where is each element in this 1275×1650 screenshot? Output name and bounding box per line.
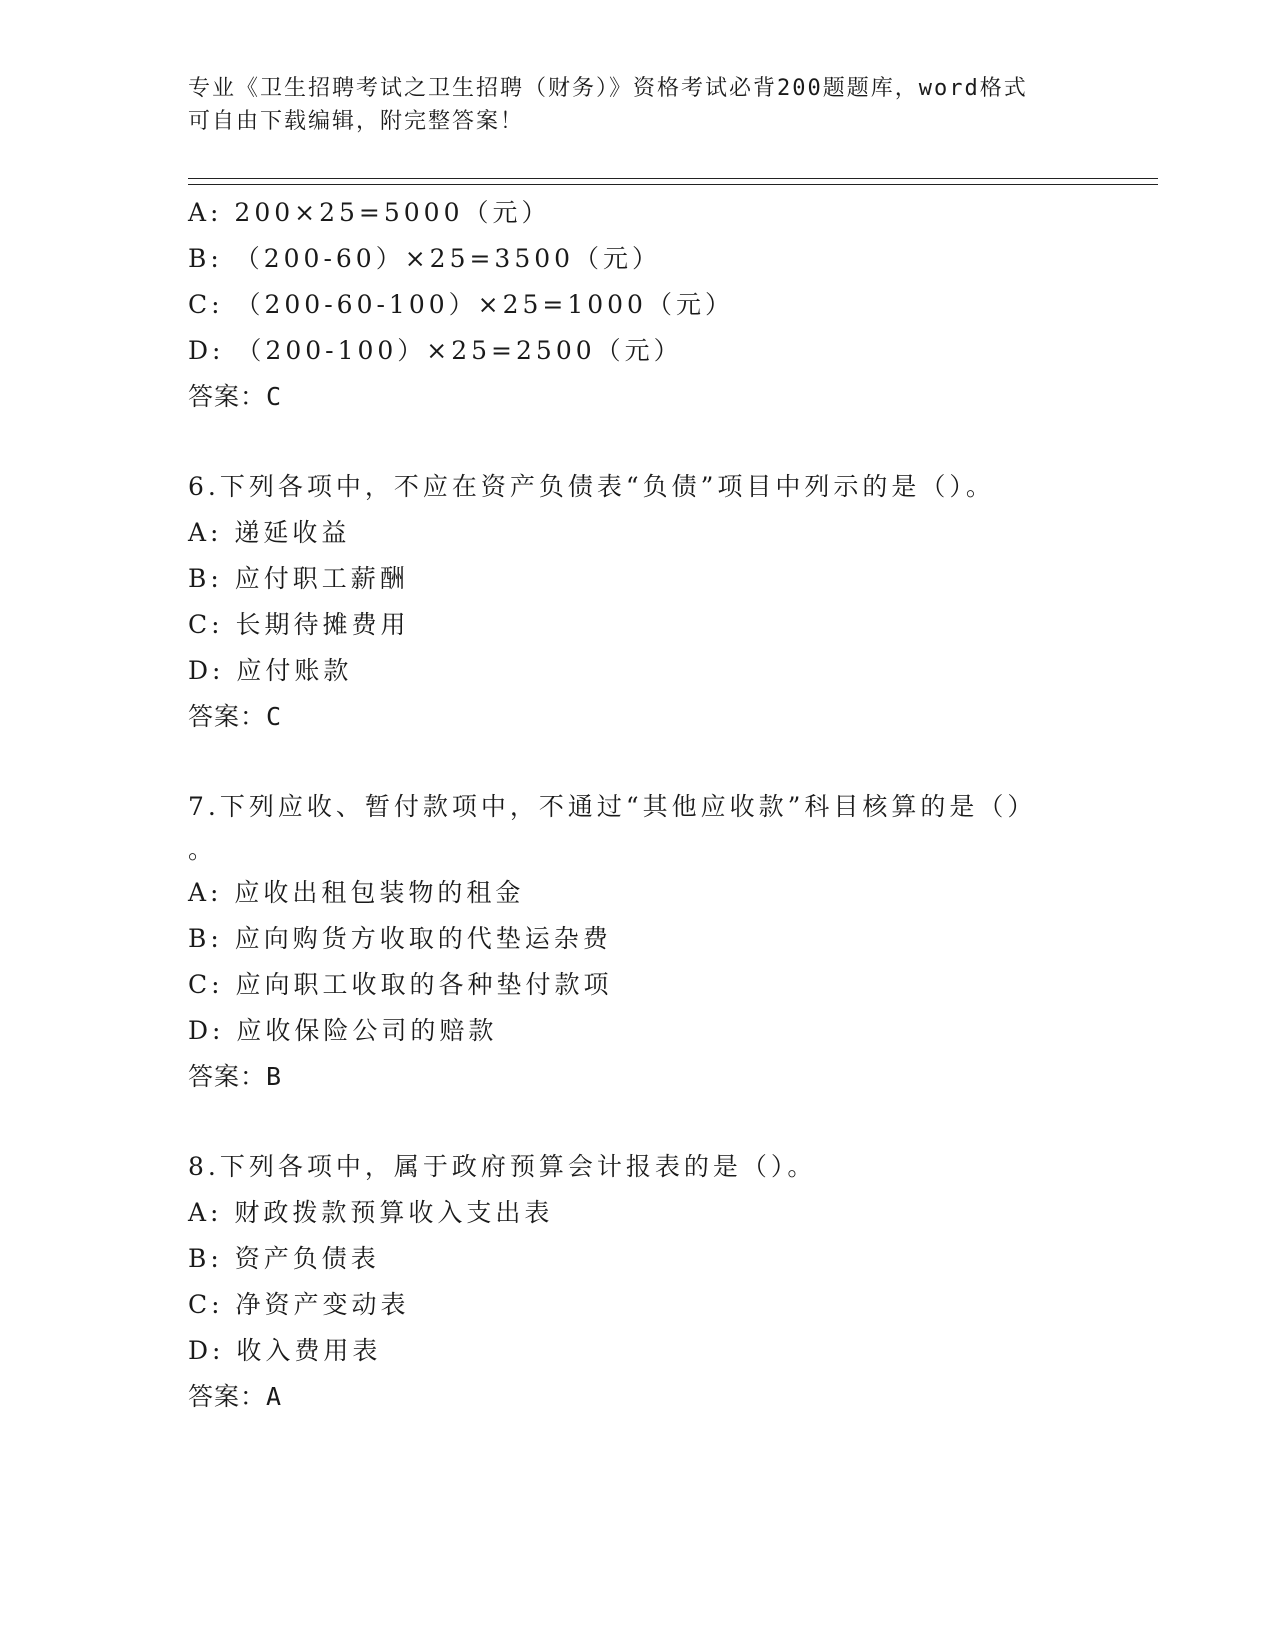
question-list <box>188 190 1088 1420</box>
option-d: D: （200-100）×25=2500（元） <box>188 336 683 365</box>
option-d: D: 应付账款 <box>188 656 353 685</box>
answer-label: 答案：B <box>188 1062 283 1091</box>
option-a: A: 递延收益 <box>188 518 351 547</box>
option-c: C: （200-60-100）×25=1000（元） <box>188 290 734 319</box>
option-c: C: 净资产变动表 <box>188 1290 410 1319</box>
option-b: B: （200-60）×25=3500（元） <box>188 244 662 273</box>
option-a: A: 应收出租包装物的租金 <box>188 878 525 907</box>
question-7 <box>188 784 1088 1100</box>
question-6 <box>188 464 1088 740</box>
option-b: B: 应付职工薪酬 <box>188 564 409 593</box>
answer-label: 答案：A <box>188 1382 283 1411</box>
option-b: B: 资产负债表 <box>188 1244 380 1273</box>
option-d: D: 收入费用表 <box>188 1336 382 1365</box>
question-5 <box>188 190 1088 420</box>
spacer <box>188 740 1088 784</box>
spacer <box>188 420 1088 464</box>
document-header <box>188 72 1088 138</box>
option-a: A: 财政拨款预算收入支出表 <box>188 1198 554 1227</box>
option-a: A: 200×25=5000（元） <box>188 198 551 227</box>
answer-label: 答案：C <box>188 382 283 411</box>
header-divider <box>188 178 1158 185</box>
spacer <box>188 1100 1088 1144</box>
question-text: 6.下列各项中，不应在资产负债表“负债”项目中列示的是（）。 <box>188 472 995 501</box>
question-text: 8.下列各项中，属于政府预算会计报表的是（）。 <box>188 1152 817 1181</box>
question-text: 7.下列应收、暂付款项中，不通过“其他应收款”科目核算的是（） <box>188 792 1037 821</box>
answer-label: 答案：C <box>188 702 283 731</box>
header-title-line1: 专业《卫生招聘考试之卫生招聘（财务）》资格考试必背200题题库，word格式 <box>188 76 1028 101</box>
header-title-line2: 可自由下载编辑，附完整答案！ <box>188 109 525 134</box>
question-text-continuation: 。 <box>188 835 214 864</box>
question-8 <box>188 1144 1088 1420</box>
option-d: D: 应收保险公司的赔款 <box>188 1016 498 1045</box>
option-c: C: 应向职工收取的各种垫付款项 <box>188 970 613 999</box>
option-b: B: 应向购货方收取的代垫运杂费 <box>188 924 612 953</box>
option-c: C: 长期待摊费用 <box>188 610 410 639</box>
